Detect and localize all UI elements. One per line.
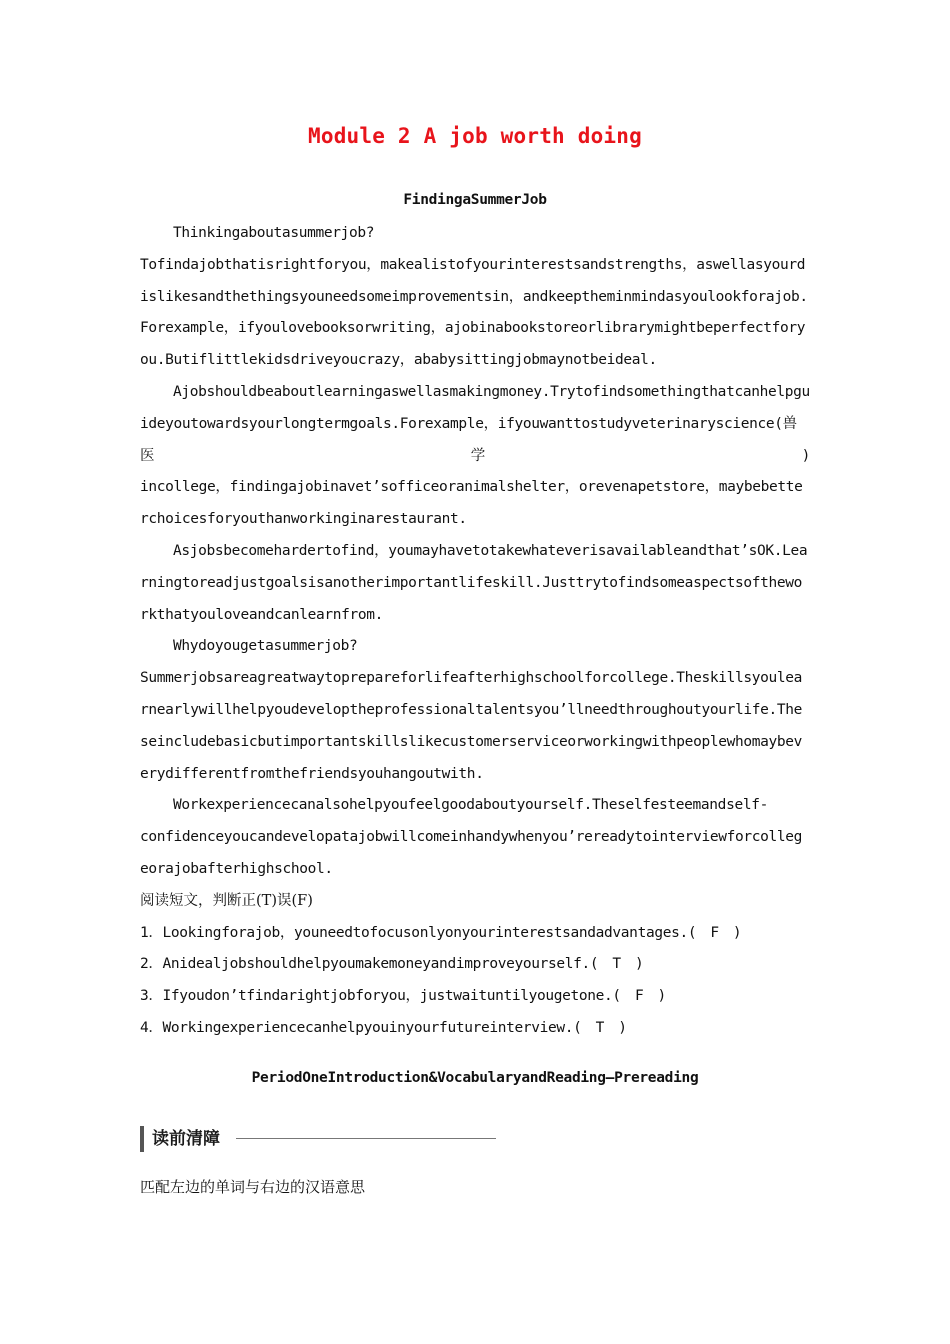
- passage-heading: FindingaSummerJob: [403, 192, 547, 208]
- match-instruction: 匹配左边的单词与右边的汉语意思: [140, 1178, 366, 1196]
- section-header: [140, 1124, 500, 1154]
- passage-fragment: 医: [140, 447, 155, 464]
- passage-paragraph: incollege，findingajobinavet’sofficeoranimalshelter，orevenapetstore，maybebetterchoicesforyouthanworkinginarestaurant.: [140, 479, 803, 528]
- passage-fragment: ): [801, 447, 810, 464]
- passage-fragment: 学: [470, 447, 485, 464]
- module-title: Module 2 A job worth doing: [308, 124, 642, 148]
- passage-paragraph: Workexperiencecanalsohelpyoufeelgoodaboutyourself.Theselfesteemandself-: [173, 797, 768, 814]
- passage-question-1: Thinkingaboutasummerjob?: [173, 225, 375, 241]
- passage-paragraph: Asjobsbecomehardertofind，youmayhavetotakewhateverisavailableandthat’sOK.Learningtoreadjustgoalsisanotherimportantlifeskill.Justtrytofindsomeaspectsoftheworkthatyouloveandcanlearnfrom.: [140, 542, 808, 623]
- exercise-instruction: 阅读短文，判断正(T)误(F): [140, 892, 313, 909]
- passage-paragraph: Summerjobsareagreatwaytoprepareforlifeafterhighschoolforcollege.Theskillsyoulearnearlywillhelpyoudeveloptheprofessionaltalentsyou’llneedthroughoutyourlife.Theseincludebasicbutimportantskillslikecustomerserviceorworkingwithpeoplewhomaybeverydifferentfromthefriendsyouhangoutwith.: [140, 670, 802, 782]
- passage-justified-line: [140, 441, 810, 473]
- period-title: PeriodOneIntroduction&VocabularyandReading—Prereading: [251, 1070, 699, 1086]
- passage-paragraph: confidenceyoucandevelopatajobwillcomeinhandywhenyou’rereadytointerviewforcollegeorajobafterhighschool.: [140, 829, 802, 877]
- passage-question-2: Whydoyougetasummerjob?: [173, 638, 358, 655]
- exercise-item: 3．Ifyoudon’tfindarightjobforyou，justwaituntilyougetone.( F ): [140, 988, 666, 1005]
- exercise-item: 2．Anidealjobshouldhelpyoumakemoneyandimproveyourself.( T ): [140, 956, 644, 973]
- passage-paragraph: Ajobshouldbeaboutlearningaswellasmakingmoney.Trytofindsomethingthatcanhelpguideyoutowardsyourlongtermgoals.Forexample，ifyouwanttostudyveterinaryscience(兽: [140, 383, 810, 432]
- passage-paragraph: Tofindajobthatisrightforyou，makealistofyourinterestsandstrengths，aswellasyourdislikesandthethingsyouneedsomeimprovementsin，andkeeptheminmindasyoulookforajob.Forexample，ifyoulovebooksorwriting，ajobinabookstoreorlibrarymightbeperfectforyou.Butiflittlekidsdriveyoucrazy，ababysittingjobmaynotbeideal.: [140, 256, 808, 369]
- exercise-item: 4．Workingexperiencecanhelpyouinyourfutureinterview.( T ): [140, 1019, 627, 1036]
- section-marker: [140, 1126, 144, 1152]
- passage-body: [140, 218, 810, 1045]
- section-label: 读前清障: [152, 1129, 220, 1149]
- section-divider: [236, 1138, 496, 1139]
- exercise-item: 1．Lookingforajob，youneedtofocusonlyonyourinterestsandadvantages.( F ): [140, 924, 742, 941]
